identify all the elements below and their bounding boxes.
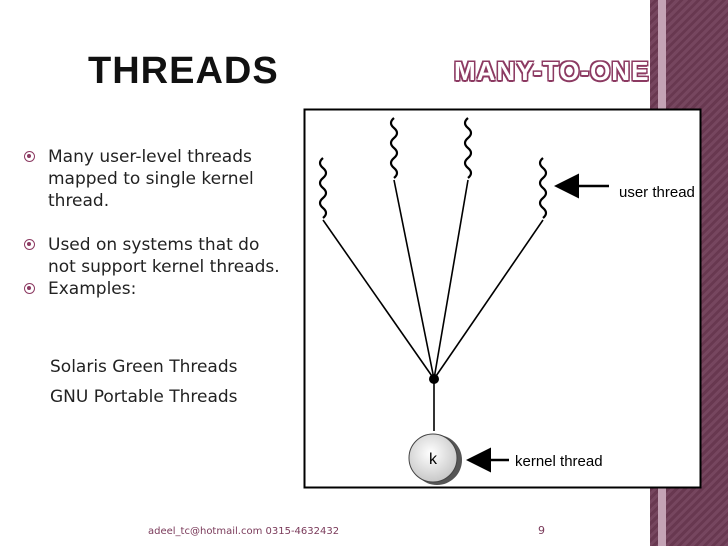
page-number: 9 (538, 524, 545, 537)
bullet-text: Used on systems that do not support kernel threads. (48, 235, 280, 277)
footer-contact: adeel_tc@hotmail.com 0315-4632432 (148, 526, 340, 537)
bullet-marker-icon (24, 283, 35, 294)
bullet-text: Examples: (48, 279, 137, 299)
example-item: GNU Portable Threads (50, 387, 238, 407)
diagram-frame (305, 110, 701, 488)
user-thread-label: user thread (619, 184, 695, 201)
slide-title: THREADS (88, 50, 279, 92)
bullet-item (24, 278, 280, 300)
many-to-one-diagram (303, 108, 704, 491)
bullet-item (24, 146, 280, 212)
example-item: Solaris Green Threads (50, 357, 238, 377)
bullet-marker-icon (24, 239, 35, 250)
bullet-marker-icon (24, 151, 35, 162)
kernel-node-label: k (429, 451, 437, 468)
slide-subtitle: MANY-TO-ONE (454, 56, 650, 86)
bullet-item (24, 234, 280, 278)
kernel-thread-label: kernel thread (515, 453, 603, 470)
bullet-text: Many user-level threads mapped to single kernel thread. (48, 147, 254, 211)
bullet-list (24, 146, 280, 300)
